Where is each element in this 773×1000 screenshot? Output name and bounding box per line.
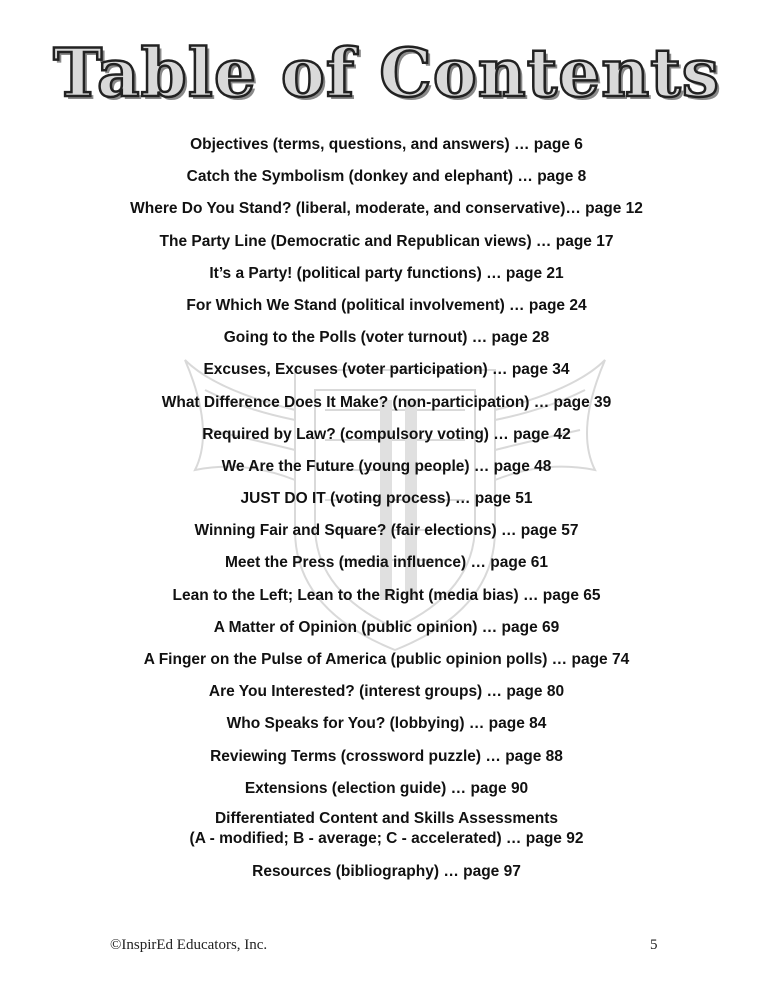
toc-entry: Are You Interested? (interest groups) … page 80 — [208, 683, 565, 701]
table-of-contents-list — [0, 133, 773, 892]
toc-entry-resources: Resources (bibliography) … page 97 — [252, 862, 521, 880]
toc-entry: Reviewing Terms (crossword puzzle) … page 88 — [210, 747, 563, 765]
toc-entry: Extensions (election guide) … page 90 — [244, 779, 529, 797]
toc-entry: It’s a Party! (political party functions) … page 21 — [209, 264, 564, 282]
toc-entry-assessments — [0, 809, 773, 860]
toc-entry: Where Do You Stand? (liberal, moderate, and conservative)… page 12 — [130, 200, 643, 218]
page-title: Table of Contents — [53, 34, 720, 112]
toc-entry: For Which We Stand (political involvement) … page 24 — [186, 296, 587, 314]
page-number: 5 — [650, 937, 658, 953]
toc-entry: The Party Line (Democratic and Republican views) … page 17 — [159, 232, 614, 250]
toc-entry: Objectives (terms, questions, and answers) … page 6 — [190, 136, 583, 153]
toc-entry: Required by Law? (compulsory voting) … page 42 — [202, 425, 571, 443]
toc-entry: Going to the Polls (voter turnout) … page 28 — [223, 329, 550, 347]
toc-entry: Excuses, Excuses (voter participation) … page 34 — [203, 361, 570, 379]
toc-entry-line: Differentiated Content and Skills Assessments — [214, 809, 559, 827]
toc-entry: Winning Fair and Square? (fair elections) … page 57 — [194, 522, 579, 540]
toc-entry: Lean to the Left; Lean to the Right (media bias) … page 65 — [172, 586, 601, 604]
toc-entry: Catch the Symbolism (donkey and elephant) … page 8 — [186, 168, 587, 186]
toc-entry: A Finger on the Pulse of America (public opinion polls) … page 74 — [143, 651, 630, 668]
copyright-footer: ©InspirEd Educators, Inc. — [110, 937, 268, 953]
toc-entry: What Difference Does It Make? (non-participation) … page 39 — [161, 393, 612, 411]
toc-entry: A Matter of Opinion (public opinion) … page 69 — [213, 618, 560, 636]
toc-entry: Meet the Press (media influence) … page 61 — [224, 554, 549, 572]
toc-entry: JUST DO IT (voting process) … page 51 — [240, 490, 533, 508]
toc-entry: We Are the Future (young people) … page 48 — [221, 457, 552, 475]
toc-entry: Who Speaks for You? (lobbying) … page 84 — [226, 715, 547, 733]
toc-entry-line: (A - modified; B - average; C - accelerated) … page 92 — [189, 829, 584, 847]
